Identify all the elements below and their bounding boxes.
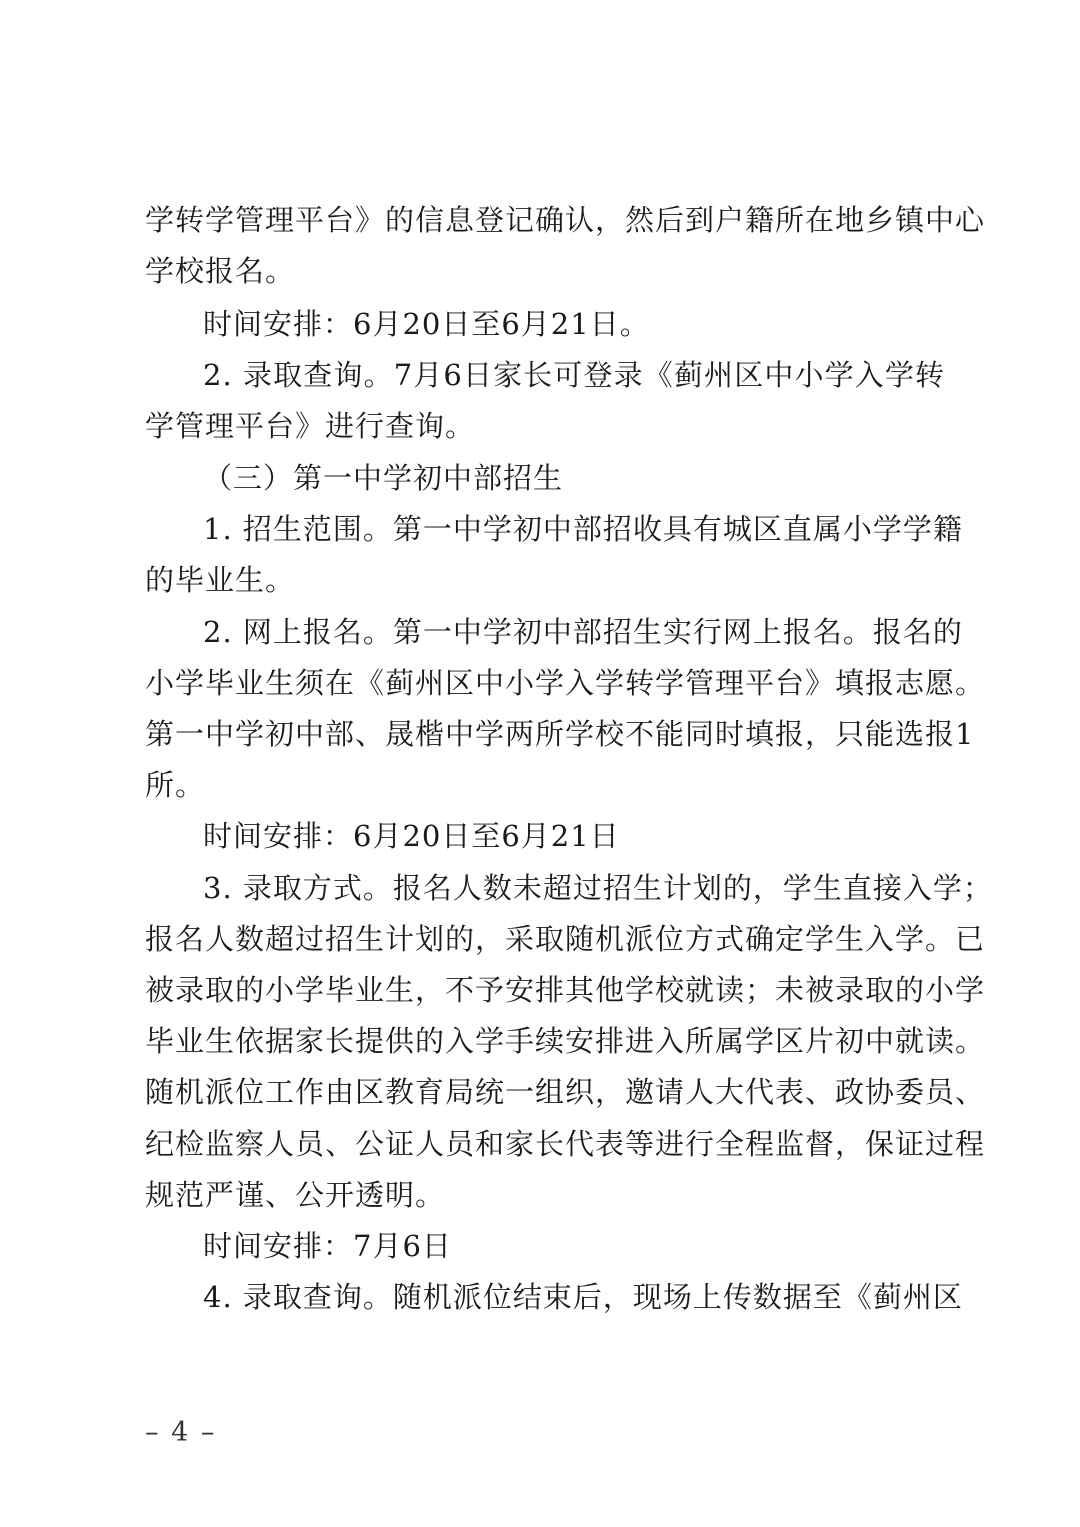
body-line: 学转学管理平台》的信息登记确认，然后到户籍所在地乡镇中心	[145, 203, 986, 237]
section-heading: （三）第一中学初中部招生	[203, 461, 564, 495]
body-line: 1. 招生范围。第一中学初中部招收具有城区直属小学学籍	[203, 512, 963, 546]
body-line: 2. 网上报名。第一中学初中部招生实行网上报名。报名的	[203, 615, 963, 649]
body-line: 的毕业生。	[145, 563, 296, 597]
body-line: 纪检监察人员、公证人员和家长代表等进行全程监督，保证过程	[145, 1127, 986, 1161]
body-line: 所。	[145, 768, 206, 802]
body-line: 毕业生依据家长提供的入学手续安排进入所属学区片初中就读。	[145, 1024, 986, 1058]
body-line: 4. 录取查询。随机派位结束后，现场上传数据至《蓟州区	[203, 1280, 963, 1314]
schedule-line: 时间安排：6月20日至6月21日。	[203, 307, 650, 341]
body-line: 被录取的小学毕业生，不予安排其他学校就读；未被录取的小学	[145, 973, 986, 1007]
body-line: 学管理平台》进行查询。	[145, 409, 476, 443]
body-line: 随机派位工作由区教育局统一组织，邀请人大代表、政协委员、	[145, 1075, 986, 1109]
body-line: 学校报名。	[145, 254, 296, 288]
body-line: 小学毕业生须在《蓟州区中小学入学转学管理平台》填报志愿。	[145, 666, 986, 700]
body-line: 规范严谨、公开透明。	[145, 1178, 446, 1212]
schedule-line: 时间安排：7月6日	[203, 1229, 452, 1263]
page-number: – 4 –	[145, 1417, 217, 1448]
body-line: 2. 录取查询。7月6日家长可登录《蓟州区中小学入学转	[203, 358, 945, 392]
body-line: 报名人数超过招生计划的，采取随机派位方式确定学生入学。已	[145, 922, 986, 956]
body-line: 3. 录取方式。报名人数未超过招生计划的，学生直接入学；	[203, 871, 993, 905]
body-line: 第一中学初中部、晟楷中学两所学校不能同时填报，只能选报1	[145, 717, 975, 751]
schedule-line: 时间安排：6月20日至6月21日	[203, 819, 620, 853]
